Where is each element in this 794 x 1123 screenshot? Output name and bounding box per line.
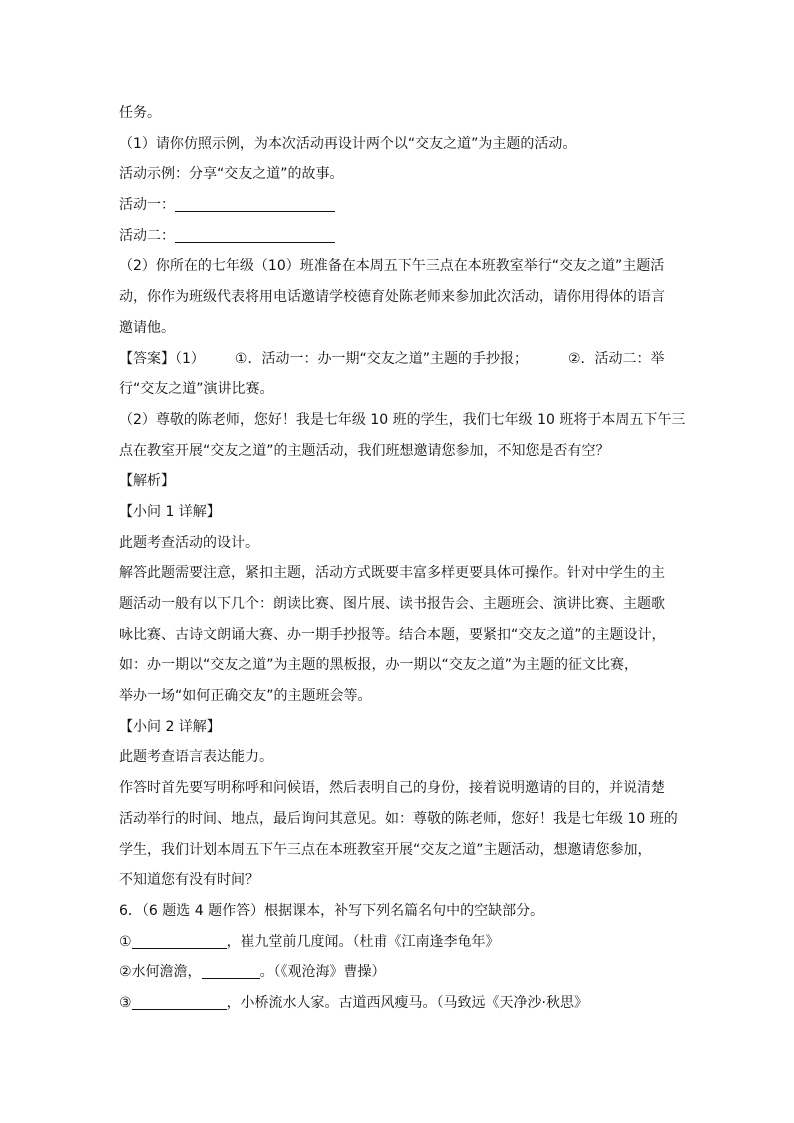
text-line bbox=[119, 650, 679, 681]
text: 【小问 1 详解】 bbox=[119, 503, 221, 520]
text: 不知道您有没有时间？ bbox=[119, 872, 259, 889]
text-line bbox=[119, 773, 679, 804]
text-line bbox=[119, 98, 679, 129]
text: 活动示例：分享“交友之道”的故事。 bbox=[119, 166, 344, 183]
answer-part-1: ①．活动一：办一期“交友之道”主题的手抄报； bbox=[234, 350, 528, 367]
text: ，崔九堂前几度闻。（杜甫《江南逢李龟年》 bbox=[226, 933, 500, 950]
text-line bbox=[119, 282, 679, 313]
activity-two bbox=[119, 221, 679, 252]
text: 如：办一期以“交友之道”为主题的黑板报，办一期以“交友之道”为主题的征文比赛， bbox=[119, 657, 639, 674]
text: 活动二： bbox=[119, 227, 175, 244]
activity-example bbox=[119, 159, 679, 190]
text: 行“交友之道”演讲比赛。 bbox=[119, 381, 274, 398]
text: 活动举行的时间、地点，最后询问其意见。如：尊敬的陈老师，您好！我是七年级 10 班的 bbox=[119, 810, 678, 827]
text: 举办一场“如何正确交友”的主题班会等。 bbox=[119, 688, 372, 705]
text-line bbox=[119, 835, 679, 866]
text-line bbox=[119, 589, 679, 620]
fill-blank[interactable] bbox=[132, 933, 227, 949]
activity-one bbox=[119, 190, 679, 221]
fill-blank[interactable] bbox=[202, 963, 260, 979]
text: 6．（6 题选 4 题作答）根据课本，补写下列名篇名句中的空缺部分。 bbox=[119, 902, 545, 919]
text: （2）你所在的七年级（10）班准备在本周五下午三点在本班教室举行“交友之道”主题活 bbox=[119, 258, 665, 275]
text-line bbox=[119, 620, 679, 651]
text: 点在教室开展“交友之道”的主题活动，我们班想邀请您参加，不知您是否有空？ bbox=[119, 442, 610, 459]
fill-item-2 bbox=[119, 957, 679, 988]
text-line bbox=[119, 528, 679, 559]
fill-blank[interactable] bbox=[132, 994, 227, 1010]
text-line bbox=[119, 405, 686, 436]
analysis-heading bbox=[119, 466, 679, 497]
text: 学生，我们计划本周五下午三点在本班教室开展“交友之道”主题活动，想邀请您参加， bbox=[119, 841, 652, 858]
text: 活动一： bbox=[119, 197, 175, 214]
text: （2）尊敬的陈老师，您好！我是七年级 10 班的学生，我们七年级 10 班将于本周五下午三 bbox=[119, 411, 686, 428]
answer-part-2: ②．活动二：举 bbox=[567, 350, 665, 367]
item-number: ① bbox=[119, 933, 132, 950]
question-2 bbox=[119, 251, 679, 282]
text: 【小问 2 详解】 bbox=[119, 718, 221, 735]
text-line bbox=[119, 558, 679, 589]
item-number: ③ bbox=[119, 994, 132, 1011]
text: ，小桥流水人家。古道西风瘦马。（马致远《天净沙·秋思》 bbox=[226, 994, 589, 1011]
text-line bbox=[119, 436, 679, 467]
text: 此题考查活动的设计。 bbox=[119, 534, 259, 551]
text: 题活动一般有以下几个：朗读比赛、图片展、读书报告会、主题班会、演讲比赛、主题歌 bbox=[119, 596, 665, 612]
answer-blank[interactable] bbox=[175, 227, 335, 243]
text: 解答此题需要注意，紧扣主题，活动方式既要丰富多样更要具体可操作。针对中学生的主 bbox=[119, 565, 665, 582]
document-body bbox=[119, 98, 686, 1019]
text: （1）请你仿照示例，为本次活动再设计两个以“交友之道”为主题的活动。 bbox=[119, 135, 577, 152]
text: 任务。 bbox=[119, 105, 161, 121]
text: 咏比赛、古诗文朗诵大赛、办一期手抄报等。结合本题，要紧扣“交友之道”的主题设计， bbox=[119, 626, 666, 643]
text-line bbox=[119, 865, 679, 896]
text: 邀请他。 bbox=[119, 319, 175, 336]
sub-question-2-heading bbox=[119, 712, 679, 743]
text: 【解析】 bbox=[119, 473, 175, 490]
text-line bbox=[119, 804, 679, 835]
text: 作答时首先要写明称呼和问候语，然后表明自己的身份，接着说明邀请的目的，并说清楚 bbox=[119, 780, 665, 797]
text-line bbox=[119, 681, 679, 712]
answer-label: 【答案】（1） bbox=[119, 350, 205, 367]
text: 。（《观沧海》曹操） bbox=[259, 964, 386, 981]
answer-line bbox=[119, 344, 679, 375]
text: 此题考查语言表达能力。 bbox=[119, 749, 273, 766]
question-6 bbox=[119, 896, 679, 927]
sub-question-1-heading bbox=[119, 497, 679, 528]
text: 动，你作为班级代表将用电话邀请学校德育处陈老师来参加此次活动，请你用得体的语言 bbox=[119, 289, 665, 306]
fill-item-3 bbox=[119, 988, 679, 1019]
text: ②水何澹澹， bbox=[119, 964, 202, 981]
answer-blank[interactable] bbox=[175, 196, 335, 212]
text-line bbox=[119, 742, 679, 773]
text-line bbox=[119, 374, 679, 405]
fill-item-1 bbox=[119, 927, 679, 958]
question-1 bbox=[119, 129, 679, 160]
text-line bbox=[119, 313, 679, 344]
